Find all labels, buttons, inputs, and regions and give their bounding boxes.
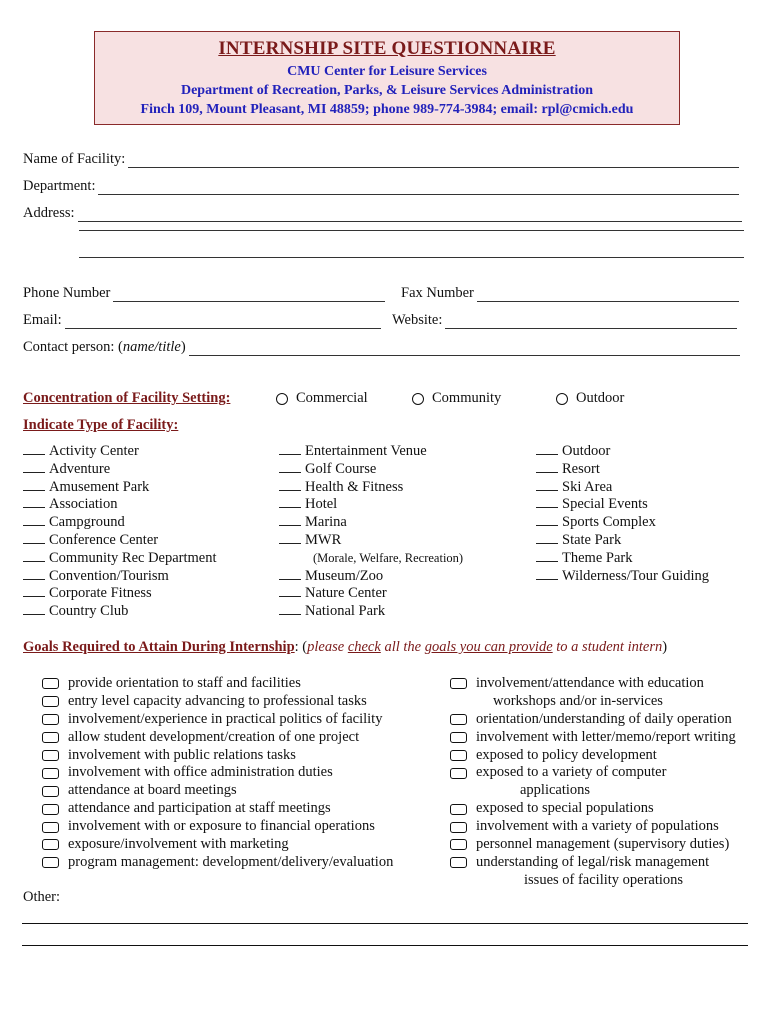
facility-type-item[interactable]: Convention/Tourism xyxy=(23,568,217,586)
concentration-label: Concentration of Facility Setting: xyxy=(23,390,231,406)
fax-row xyxy=(401,282,739,302)
phone-field[interactable] xyxy=(113,287,385,302)
checkbox-icon[interactable] xyxy=(42,714,59,725)
checkbox-icon[interactable] xyxy=(450,822,467,833)
phone-row xyxy=(23,282,385,302)
email-field[interactable] xyxy=(65,314,381,329)
other-field-line-2[interactable] xyxy=(22,945,748,946)
facility-name-label: Name of Facility: xyxy=(23,151,126,167)
facility-type-item[interactable]: Campground xyxy=(23,514,217,532)
checkbox-icon[interactable] xyxy=(450,750,467,761)
facility-type-col-3 xyxy=(536,443,709,585)
goal-item-continued: workshops and/or in-services xyxy=(493,692,663,709)
checkbox-icon[interactable] xyxy=(450,714,467,725)
checkbox-icon[interactable] xyxy=(450,804,467,815)
goal-item[interactable]: allow student development/creation of one project xyxy=(42,729,393,747)
checkbox-icon[interactable] xyxy=(42,768,59,779)
website-field[interactable] xyxy=(445,314,737,329)
goals-heading: Goals Required to Attain During Internship: (please check all the goals you can provide to a student intern) xyxy=(23,639,668,655)
facility-type-item[interactable]: Hotel xyxy=(279,496,463,514)
department-row xyxy=(23,175,739,195)
phone-label: Phone Number xyxy=(23,285,111,301)
contact-row xyxy=(23,336,740,356)
facility-type-item[interactable]: Golf Course xyxy=(279,461,463,479)
website-label: Website: xyxy=(392,312,443,328)
checkbox-icon[interactable] xyxy=(42,750,59,761)
goal-item[interactable]: understanding of legal/risk management xyxy=(450,854,736,872)
goal-item-continued: issues of facility operations xyxy=(524,871,684,888)
radio-circle-icon xyxy=(412,393,424,405)
other-label: Other: xyxy=(23,889,61,905)
goal-item[interactable]: orientation/understanding of daily operation xyxy=(450,711,736,729)
goal-item[interactable]: exposed to a variety of computer xyxy=(450,764,736,782)
facility-type-col-1 xyxy=(23,443,217,621)
org-name: CMU Center for Leisure Services xyxy=(287,64,487,79)
facility-type-item[interactable]: MWR xyxy=(279,532,463,550)
checkbox-icon[interactable] xyxy=(42,678,59,689)
checkbox-icon[interactable] xyxy=(450,768,467,779)
facility-type-item[interactable]: Country Club xyxy=(23,603,217,621)
goal-item[interactable]: involvement with letter/memo/report writing xyxy=(450,729,736,747)
goal-item[interactable]: program management: development/delivery/evaluation xyxy=(42,854,393,872)
facility-type-item[interactable]: Conference Center xyxy=(23,532,217,550)
goal-item[interactable]: entry level capacity advancing to professional tasks xyxy=(42,693,393,711)
checkbox-icon[interactable] xyxy=(450,839,467,850)
facility-type-item[interactable]: Special Events xyxy=(536,496,709,514)
fax-label: Fax Number xyxy=(401,285,474,301)
radio-circle-icon xyxy=(556,393,568,405)
radio-label: Outdoor xyxy=(576,390,625,406)
goal-item-continued: applications xyxy=(520,782,591,799)
goal-item[interactable]: involvement with public relations tasks xyxy=(42,747,393,765)
radio-label: Community xyxy=(432,390,502,406)
facility-type-col-2 xyxy=(279,443,463,621)
facility-type-label: Indicate Type of Facility: xyxy=(23,417,179,433)
mwr-note: (Morale, Welfare, Recreation) xyxy=(313,550,464,565)
website-row xyxy=(392,309,737,329)
address-label: Address: xyxy=(23,205,75,221)
goal-item[interactable]: attendance at board meetings xyxy=(42,782,393,800)
facility-name-row xyxy=(23,148,739,168)
checkbox-icon[interactable] xyxy=(42,822,59,833)
department-field[interactable] xyxy=(98,180,739,195)
facility-type-item[interactable]: State Park xyxy=(536,532,709,550)
checkbox-icon[interactable] xyxy=(450,732,467,743)
facility-type-item[interactable]: Health & Fitness xyxy=(279,479,463,497)
radio-circle-icon xyxy=(276,393,288,405)
goal-item[interactable]: provide orientation to staff and facilities xyxy=(42,675,393,693)
contact-label: Contact person: (name/title) xyxy=(23,339,186,355)
facility-type-item[interactable]: Resort xyxy=(536,461,709,479)
goal-item[interactable]: exposed to policy development xyxy=(450,747,736,765)
goals-right-column xyxy=(450,675,736,890)
address-field-3[interactable] xyxy=(79,257,744,258)
checkbox-icon[interactable] xyxy=(42,696,59,707)
address-field-2[interactable] xyxy=(79,230,744,231)
facility-type-item[interactable]: Entertainment Venue xyxy=(279,443,463,461)
goals-left-column xyxy=(42,675,393,872)
address-row xyxy=(23,202,742,222)
checkbox-icon[interactable] xyxy=(42,786,59,797)
facility-type-item[interactable]: Outdoor xyxy=(536,443,709,461)
goal-item[interactable]: involvement/experience in practical politics of facility xyxy=(42,711,393,729)
checkbox-icon[interactable] xyxy=(42,804,59,815)
facility-type-item[interactable]: Activity Center xyxy=(23,443,217,461)
checkbox-icon[interactable] xyxy=(42,839,59,850)
email-label: Email: xyxy=(23,312,62,328)
goal-item[interactable]: exposure/involvement with marketing xyxy=(42,836,393,854)
radio-community[interactable] xyxy=(412,390,501,407)
facility-type-item[interactable]: Theme Park xyxy=(536,550,709,568)
radio-label: Commercial xyxy=(296,390,368,406)
facility-type-item[interactable]: Nature Center xyxy=(279,585,463,603)
department-name: Department of Recreation, Parks, & Leisure Services Administration xyxy=(180,83,594,98)
facility-type-item[interactable]: Museum/Zoo xyxy=(279,568,463,586)
form-title: INTERNSHIP SITE QUESTIONNAIRE xyxy=(218,38,556,59)
facility-type-item[interactable]: Wilderness/Tour Guiding xyxy=(536,568,709,586)
goal-item[interactable]: involvement with or exposure to financial operations xyxy=(42,818,393,836)
goal-item[interactable]: involvement/attendance with education xyxy=(450,675,736,693)
radio-outdoor[interactable] xyxy=(556,390,624,407)
other-field-line-1[interactable] xyxy=(22,923,748,924)
email-row xyxy=(23,309,381,329)
facility-type-item[interactable]: Adventure xyxy=(23,461,217,479)
goal-item[interactable]: exposed to special populations xyxy=(450,800,736,818)
facility-type-item[interactable]: Ski Area xyxy=(536,479,709,497)
facility-type-item[interactable]: Marina xyxy=(279,514,463,532)
contact-field[interactable] xyxy=(189,341,740,356)
checkbox-icon[interactable] xyxy=(450,857,467,868)
goal-item[interactable]: involvement with a variety of populations xyxy=(450,818,736,836)
facility-type-item[interactable]: Community Rec Department xyxy=(23,550,217,568)
form-header xyxy=(94,31,680,125)
goal-item[interactable]: personnel management (supervisory duties) xyxy=(450,836,736,854)
facility-type-item[interactable]: Association xyxy=(23,496,217,514)
goal-item[interactable]: attendance and participation at staff meetings xyxy=(42,800,393,818)
radio-commercial[interactable] xyxy=(276,390,368,407)
goal-item[interactable]: involvement with office administration duties xyxy=(42,764,393,782)
facility-name-field[interactable] xyxy=(128,153,739,168)
checkbox-icon[interactable] xyxy=(42,857,59,868)
facility-type-item[interactable]: National Park xyxy=(279,603,463,621)
department-label: Department: xyxy=(23,178,96,194)
checkbox-icon[interactable] xyxy=(42,732,59,743)
facility-type-item[interactable]: Amusement Park xyxy=(23,479,217,497)
fax-field[interactable] xyxy=(477,287,739,302)
facility-type-item[interactable]: Sports Complex xyxy=(536,514,709,532)
facility-type-item[interactable]: Corporate Fitness xyxy=(23,585,217,603)
address-field-1[interactable] xyxy=(78,207,742,222)
checkbox-icon[interactable] xyxy=(450,678,467,689)
contact-info: Finch 109, Mount Pleasant, MI 48859; phone 989-774-3984; email: rpl@cmich.edu xyxy=(140,102,634,117)
